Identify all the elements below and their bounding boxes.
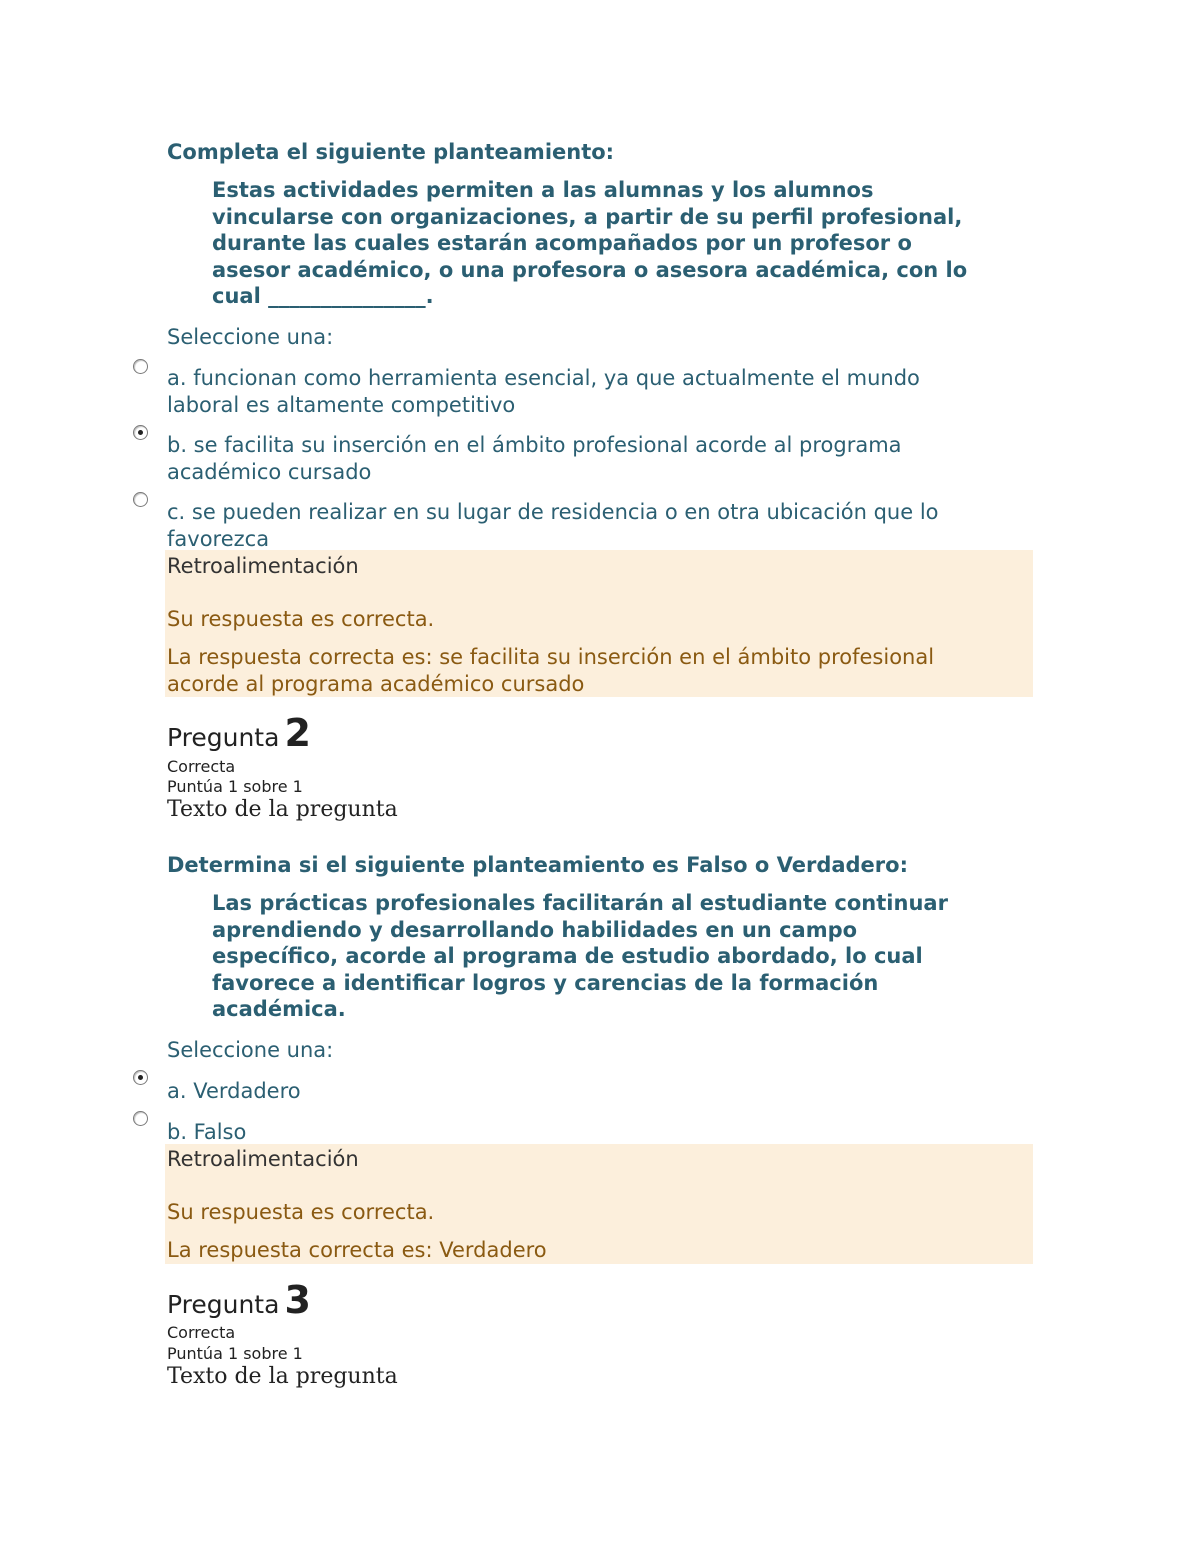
option-line: a. funcionan como herramienta esencial, ya que actualmente el mundo: [167, 366, 920, 390]
feedback-answer: [167, 644, 934, 698]
q1-option-a-radio[interactable]: [133, 359, 148, 374]
q3-header: [167, 1278, 311, 1322]
statement-line: Estas actividades permiten a las alumnas y los alumnos: [212, 178, 874, 202]
q2-statement: [212, 890, 948, 1023]
q2-select-label: Seleccione una:: [167, 1038, 334, 1062]
q1-option-c[interactable]: [167, 499, 939, 552]
q2-feedback: [165, 1144, 1033, 1264]
q1-statement: [212, 177, 967, 310]
q3-text-label: Texto de la pregunta: [167, 1364, 398, 1389]
q1-select-label: Seleccione una:: [167, 325, 334, 349]
q3-status: Correcta: [167, 1323, 236, 1342]
statement-line: Las prácticas profesionales facilitarán al estudiante continuar: [212, 891, 948, 915]
option-line: a. Verdadero: [167, 1079, 301, 1103]
q1-option-b-radio[interactable]: [133, 425, 148, 440]
option-line: c. se pueden realizar en su lugar de residencia o en otra ubicación que lo: [167, 500, 939, 524]
q1-option-c-radio[interactable]: [133, 492, 148, 507]
q2-option-a[interactable]: [167, 1078, 301, 1105]
q2-text-label: Texto de la pregunta: [167, 797, 398, 822]
statement-line: vincularse con organizaciones, a partir de su perfil profesional,: [212, 204, 963, 229]
statement-line: asesor académico, o una profesora o asesora académica, con lo: [212, 257, 968, 282]
question-number: 3: [284, 1278, 311, 1322]
q1-option-a[interactable]: [167, 365, 920, 418]
statement-line: durante las cuales estarán acompañados por un profesor o: [212, 231, 912, 255]
question-label: Pregunta: [167, 723, 280, 752]
feedback-title: Retroalimentación: [167, 1147, 359, 1171]
q1-option-b[interactable]: [167, 432, 902, 485]
q3-score: Puntúa 1 sobre 1: [167, 1344, 303, 1363]
feedback-result: Su respuesta es correcta.: [167, 1200, 435, 1224]
statement-line: favorece a identificar logros y carencias de la formación: [212, 970, 879, 995]
option-line: académico cursado: [167, 459, 372, 484]
statement-line: cual _______________.: [212, 284, 434, 308]
q2-option-b[interactable]: [167, 1119, 246, 1146]
q2-option-a-radio[interactable]: [133, 1070, 148, 1085]
option-line: laboral es altamente competitivo: [167, 392, 516, 417]
q2-header: [167, 711, 311, 755]
feedback-result: Su respuesta es correcta.: [167, 607, 435, 631]
q1-feedback: [165, 550, 1033, 697]
feedback-answer-line: La respuesta correcta es: se facilita su inserción en el ámbito profesional: [167, 645, 935, 669]
q2-score: Puntúa 1 sobre 1: [167, 777, 303, 796]
q2-option-b-radio[interactable]: [133, 1111, 148, 1126]
option-line: favorezca: [167, 526, 270, 551]
feedback-answer: [167, 1237, 547, 1264]
statement-line: académica.: [212, 997, 346, 1021]
question-number: 2: [284, 711, 311, 755]
feedback-answer-line: La respuesta correcta es: Verdadero: [167, 1238, 547, 1262]
feedback-title: Retroalimentación: [167, 554, 359, 578]
statement-line: aprendiendo y desarrollando habilidades en un campo: [212, 917, 858, 942]
option-line: b. se facilita su inserción en el ámbito profesional acorde al programa: [167, 433, 902, 457]
q2-status: Correcta: [167, 757, 236, 776]
statement-line: específico, acorde al programa de estudio abordado, lo cual: [212, 944, 923, 968]
feedback-answer-line: acorde al programa académico cursado: [167, 672, 585, 696]
option-line: b. Falso: [167, 1120, 247, 1144]
q2-prompt: Determina si el siguiente planteamiento es Falso o Verdadero:: [167, 853, 908, 877]
question-label: Pregunta: [167, 1290, 280, 1319]
q1-prompt: Completa el siguiente planteamiento:: [167, 140, 615, 164]
